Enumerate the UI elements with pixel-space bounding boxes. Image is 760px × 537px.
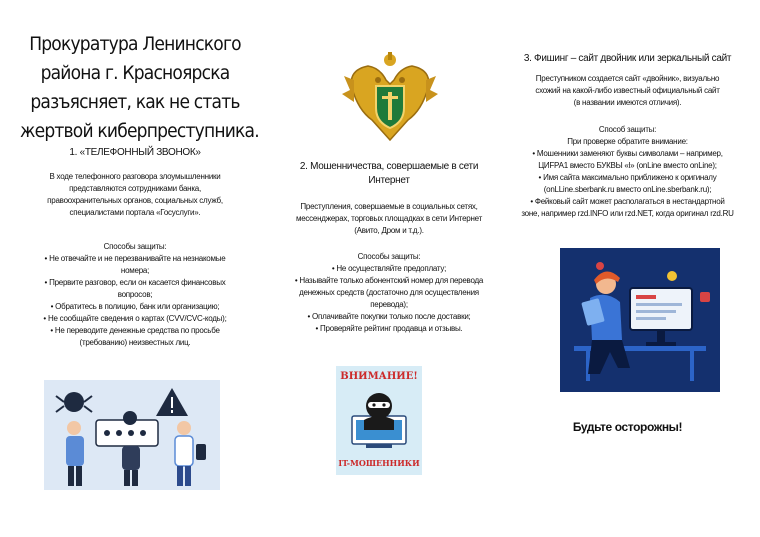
page-title: Прокуратура Ленинского района г. Красноярска разъясняет, как не стать жертвой киберпреступника. [20, 33, 259, 142]
list-item: • Прервите разговор, если он касается финансовых [20, 277, 250, 289]
section3-intro: Преступником создается сайт «двойник», визуально схожий на какой-либо известный официальный сайт (в названии имеются отличия). [535, 74, 720, 107]
section1-intro: В ходе телефонного разговора злоумышленники представляются сотрудниками банка, правоохранительных органов, социальных служб, специалистами портала «Госуслуги». [47, 172, 223, 217]
list-item: • Имя сайта максимально приближено к оригиналу [515, 172, 740, 184]
list-item: перевода); [370, 300, 408, 309]
list-item: • Не осуществляйте предоплату; [278, 263, 500, 275]
protection-label: Способы защиты: [357, 252, 421, 261]
protection-label: Способы защиты: [103, 242, 167, 251]
list-item: • Не отвечайте и не перезванивайте на незнакомые [20, 253, 250, 265]
phishing-illustration [560, 248, 720, 392]
list-item: ЦИFРА1 вместо БУКВЫ «l» (onLine вместо onLine); [538, 161, 717, 170]
list-item: • Называйте только абонентский номер для перевода [278, 275, 500, 287]
list-item: вопросов; [117, 290, 153, 299]
list-item: • Оплачивайте покупки только после доставки; [278, 311, 500, 323]
check-label: При проверке обратите внимание: [567, 137, 688, 146]
list-item: • Не переводите денежные средства по просьбе [20, 325, 250, 337]
list-item: • Мошенники заменяют буквы символами – например, [515, 148, 740, 160]
section2-heading: 2. Мошенничества, совершаемые в сети Интернет [299, 161, 479, 186]
section3-heading: 3. Фишинг – сайт двойник или зеркальный сайт [523, 53, 732, 64]
section2-protection-list [278, 251, 500, 335]
phone-scam-illustration [44, 380, 220, 490]
list-item: зоне, например rzd.INFO или rzd.NET, когда оригинал rzd.RU [521, 209, 734, 218]
protection-label: Способ защиты: [598, 125, 657, 134]
list-item: • Фейковый сайт может располагаться в нестандартной [515, 196, 740, 208]
prosecutor-emblem-icon [340, 50, 440, 148]
list-item: номера; [120, 266, 150, 275]
list-item: денежных средств (достаточно для осуществления [299, 288, 479, 297]
list-item: • Не сообщайте сведения о картах (CVV/CVC-коды); [20, 313, 250, 325]
section2-intro: Преступления, совершаемые в социальных сетях, мессенджерах, торговых площадках в сети Интернет (Авито, Дром и т.д.). [295, 202, 483, 235]
poster-subtitle: IT-МОШЕННИКИ [338, 458, 420, 468]
section1-heading: 1. «ТЕЛЕФОННЫЙ ЗВОНОК» [69, 147, 201, 158]
caution-footer: Будьте осторожны! [572, 420, 683, 434]
section1-protection-list [20, 241, 250, 349]
section3-protection-list [515, 124, 740, 220]
list-item: • Обратитесь в полицию, банк или организацию; [20, 301, 250, 313]
list-item: • Проверяйте рейтинг продавца и отзывы. [278, 323, 500, 335]
list-item: (требованию) неизвестных лиц. [79, 338, 191, 347]
it-fraud-poster [336, 366, 422, 475]
list-item: (onLLine.sberbank.ru вместо onLine.sberbank.ru); [543, 185, 712, 194]
poster-title: ВНИМАНИЕ! [340, 371, 418, 382]
